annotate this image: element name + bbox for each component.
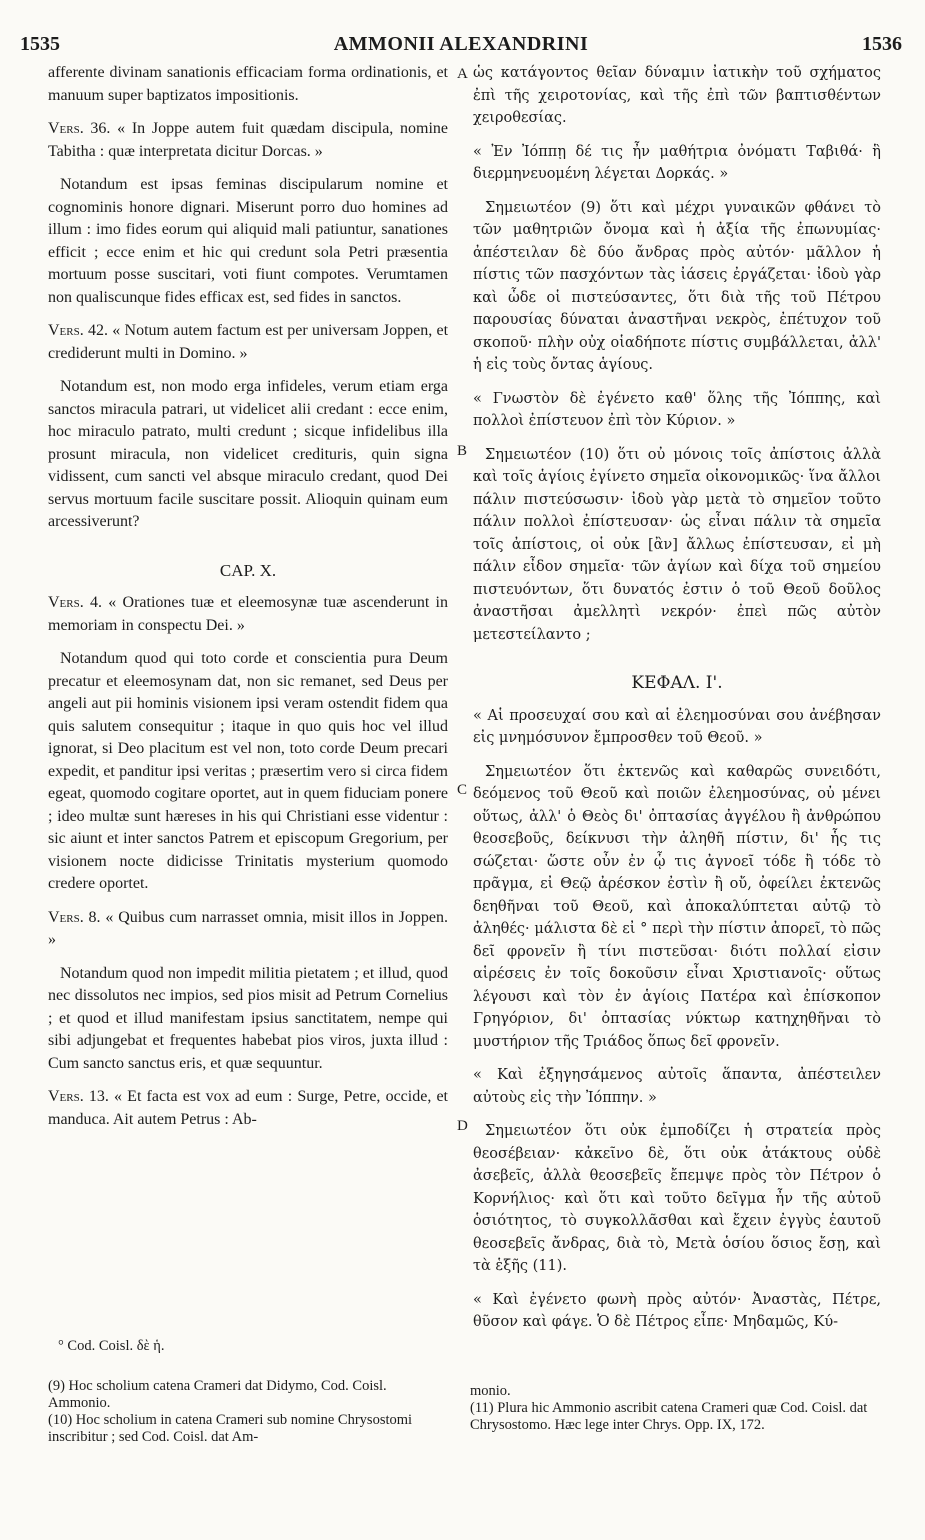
note-42-greek: Σημειωτέον (10) ὅτι οὐ μόνοις τοῖς ἀπίστοις ἀλλὰ καὶ τοῖς ἁγίοις ἐγίνετο σημεῖα οἰκονομικῶς· ἵνα ἄλλοι πάλιν πιστεύσωσιν· ἰδοὺ γὰρ μετὰ τὸ σημεῖον τοῦτο πάλιν πολλοὶ ἐπίστευσαν· ὡς εἶναι πάλιν τὰ σημεῖα τοῖς ἀπίστοις, οἱ οὐκ [ἂν] ἄλλως ἐπίστευσαν, εἰ μὴ πάλιν εἶδον σημεῖα· τῶν ἁγίων καὶ δίχα τοῦ σημείου πιστευόντων, ὅτι δυνατός ἐστιν ὁ τοῦ Θεοῦ δοῦλος ἀναστῆσαι ἀμελλητὶ νεκρόν· ἐπεὶ πῶς αὐτὸν μετεστείλαντο ; [473, 446, 881, 643]
latin-column [48, 62, 448, 1142]
verse-4-latin [48, 592, 448, 637]
verse-text: « Et facta est vox ad eum : Surge, Petre, occide, et manduca. Ait autem Petrus : Ab- [48, 1088, 449, 1128]
page-number-right: 1536 [862, 33, 902, 55]
verse-text: « Quibus cum narrasset omnia, misit illos in Joppen. » [48, 908, 449, 948]
verse-36-greek: « Ἐν Ἰόππῃ δέ τις ἦν μαθήτρια ὀνόματι Ταβιθά· ἣ διερμηνευομένη λέγεται Δορκάς. » [473, 143, 881, 182]
verse-42-latin [48, 320, 448, 365]
latin-paragraph: afferente divinam sanationis efficaciam forma ordinationis, et manuum super baptizatos impositionis. [48, 64, 448, 104]
verse-label: Vers. 36. [48, 120, 111, 137]
verse-label: Vers. 42. [48, 322, 108, 339]
note-8-latin: Notandum quod non impedit militia pietatem ; et illud, quod nec dissolutos nec impios, sed pios misit ad Petrum Cornelius ; et quod et illud manifestam ipsius sanctitatem, nempe qui sibi adjungebat et frequentes habebat pios viros, juxta illud : Cum sancto sanctus eris, et quæ sequuntur. [48, 964, 448, 1072]
verse-8-latin [48, 907, 448, 952]
verse-36-latin [48, 118, 448, 163]
margin-marker-c: C [457, 782, 468, 798]
margin-marker-b: B [457, 443, 468, 459]
greek-column [473, 62, 881, 1345]
note-4-greek: Σημειωτέον ὅτι ἐκτενῶς καὶ καθαρῶς συνειδότι, δεόμενος τοῦ Θεοῦ καὶ ποιῶν ἐλεημοσύνας, οὐ μένει οὕτως, ἀλλ' ὁ Θεὸς δι' ὀπτασίας ἀγγέλου ἢ ἀνθρώπου θεοσεβοῦς, δείκνυσι τὴν ἀληθῆ πίστιν, δι' ἧς τις σώζεται· ὥστε οὖν ἐν ᾧ τις ἀγνοεῖ τόδε ἢ τόδε τὸ πρᾶγμα, εἰ Θεῷ ἀρέσκον ἐστὶν ἢ οὔ, ὀφείλει ἐκτενῶς δεηθῆναι τοῦ Θεοῦ, καὶ ἀποκαλύπτεται αὐτῷ τὸ ἀληθές· μάλιστα δὲ εἰ ° περὶ τὴν πίστιν ἀπορεῖ, τὸ πῶς δεῖ φρονεῖν ἢ τίνι πιστεῦσαι· διότι πολλαί εἰσιν αἱρέσεις ἐν τοῖς δοκοῦσιν εἶναι Χριστιανοῖς· οὕτως λέγουσι καὶ τὸν ἐν ἁγίοις Πατέρα καὶ ἐπίσκοπον Γρηγόριον, δι' ὀπτασίας νύκτωρ κατηχηθῆναι τὸ μυστήριον τῆς Τριάδος ὅπως δεῖ φρονεῖν. [473, 763, 881, 1050]
chapter-heading-greek: ΚΕΦΑΛ. Ι'. [631, 673, 723, 693]
verse-42-greek: « Γνωστὸν δὲ ἐγένετο καθ' ὅλης τῆς Ἰόππης, καὶ πολλοὶ ἐπίστευον ἐπὶ τὸν Κύριον. » [473, 390, 881, 429]
verse-text: « Notum autem factum est per universam Joppen, et crediderunt multi in Domino. » [48, 322, 449, 362]
note-4-latin: Notandum quod qui toto corde et conscientia pura Deum precatur et eleemosynam dat, non sic remanet, sed Deus per angeli aut pii hominis visionem ipsi veram ostendit fidem qua quis salutem consequitur ; itaque in quo quis hoc vel illud ignorat, si Deo placitum est vel non, toto corde Deum precari expedit, et panditur ipsi veritas ; præsertim vero si circa fidem egeat, quomodo cogitare oportet, aut in quem fiduciam ponere ; ideo multæ sunt hæreses in his qui Christiani esse videntur : sic aiunt et inter sanctos Patrem et episcopum Gregorium, per visionem nocte didicisse Trinitatis mysterium quomodo credere oportet. [48, 650, 448, 892]
footnote-10-continued: monio. [470, 1383, 511, 1399]
page-number-left: 1535 [20, 33, 60, 55]
verse-label: Vers. 13. [48, 1088, 109, 1105]
verse-label: Vers. 4. [48, 594, 102, 611]
margin-marker-a: A [457, 66, 468, 82]
note-42-latin: Notandum est, non modo erga infideles, verum etiam erga sanctos miracula patrari, ut videlicet alii credant : ecce enim, hoc miraculo patrato, multi credunt ; sicque infidelibus illa prosunt miracula, non videlicet credituris, quin signa vidissent, cum sancti vel absque miraculo credant, quod Dei servus mortuum facile suscitare possit. Alioquin quinam eum arcessiverunt? [48, 378, 448, 530]
greek-paragraph: ὡς κατάγοντος θεῖαν δύναμιν ἰατικὴν τοῦ σχήματος ἐπὶ τῆς χειροτονίας, καὶ τῆς ἐπὶ τῶν βαπτισθέντων χειροθεσίας. [473, 65, 881, 126]
note-36-latin: Notandum est ipsas feminas discipularum nomine et cognominis honore dignari. Miserunt porro duo homines ad illum : imo fides eorum qui aliquid mali patiuntur, sanationes efficit ; ecce enim et hic qui credunt sola Petri præsentia mortuum posse suscitari, voti fiunt compotes. Verumtamen non qualiscunque fides efficax est, sed fides in sanctos. [48, 176, 448, 306]
footnote-9: (9) Hoc scholium catena Crameri dat Didymo, Cod. Coisl. Ammonio. [48, 1378, 387, 1411]
footnote-11: (11) Plura hic Ammonio ascribit catena Crameri quæ Cod. Coisl. dat Chrysostomo. Hæc lege inter Chrys. Opp. IX, 172. [470, 1400, 868, 1433]
page-header [20, 33, 902, 57]
verse-text: « Orationes tuæ et eleemosynæ tuæ ascenderunt in memoriam in conspectu Dei. » [48, 594, 449, 634]
footnote-10: (10) Hoc scholium in catena Crameri sub nomine Chrysostomi inscribitur ; sed Cod. Coisl. dat Am- [48, 1412, 413, 1445]
verse-label: Vers. 8. [48, 908, 101, 926]
running-title: AMMONII ALEXANDRINI [333, 33, 589, 55]
footnotes-left [48, 1378, 448, 1446]
margin-marker-d: D [457, 1118, 468, 1134]
verse-text: « In Joppe autem fuit quædam discipula, nomine Tabitha : quæ interpretata dicitur Dorcas. » [48, 120, 448, 160]
footnotes-right [470, 1383, 880, 1434]
chapter-heading-latin: CAP. X. [219, 560, 277, 580]
note-8-greek: Σημειωτέον ὅτι οὐκ ἐμποδίζει ἡ στρατεία πρὸς θεοσέβειαν· κἀκεῖνο δὲ, ὅτι οὐκ ἀτάκτους οὐδὲ ἀσεβεῖς, ἀλλὰ θεοσεβεῖς ἔπεμψε πρὸς τὸν Πέτρον ὁ Κορνήλιος· καὶ ὅτι καὶ τοῦτο δεῖγμα ἦν τῆς αὐτοῦ ὁσιότητος, τὸ συγκολλᾶσθαι καὶ ἔχειν ἐγγὺς ἑαυτοῦ θεοσεβεῖς ἄνδρας, διὰ τὸ, Μετὰ ὁσίου ὅσιος ἔσῃ, καὶ τὰ ἑξῆς (11). [473, 1123, 881, 1274]
note-36-greek: Σημειωτέον (9) ὅτι καὶ μέχρι γυναικῶν φθάνει τὸ τῶν μαθητριῶν ὄνομα καὶ ἡ ἀξία τῆς ἐπωνυμίας· ἀπέστειλαν δὲ δύο ἄνδρας πρὸς αὐτόν· μᾶλλον ἡ πίστις τῶν πασχόντων τὰς ἰάσεις ἐργάζεται· ἰδοὺ γὰρ καὶ ὧδε οἱ πιστεύσαντες, ὅτι διὰ τῆς τοῦ Πέτρου παρουσίας δύναται ἀναστῆναι νεκρὸς, ἐπέτυχον τοῦ σκοποῦ· πλὴν οὐχ οἱαδήποτε πίστις συμβάλλεται, ἀλλ' ἡ εἰς τοὺς ὄντας ἁγίους. [473, 199, 881, 373]
verse-13-greek: « Καὶ ἐγένετο φωνὴ πρὸς αὐτόν· Ἀναστὰς, Πέτρε, θῦσον καὶ φάγε. Ὁ δὲ Πέτρος εἶπε· Μηδαμῶς, Κύ- [473, 1291, 881, 1330]
verse-8-greek: « Καὶ ἐξηγησάμενος αὐτοῖς ἅπαντα, ἀπέστειλεν αὐτοὺς εἰς τὴν Ἰόππην. » [473, 1067, 881, 1106]
verse-4-greek: « Αἱ προσευχαί σου καὶ αἱ ἐλεημοσύναι σου ἀνέβησαν εἰς μνημόσυνον ἔμπροσθεν τοῦ Θεοῦ. » [473, 707, 881, 746]
footnote-variant: ° Cod. Coisl. δὲ ἡ. [58, 1338, 165, 1354]
verse-13-latin [48, 1086, 448, 1131]
